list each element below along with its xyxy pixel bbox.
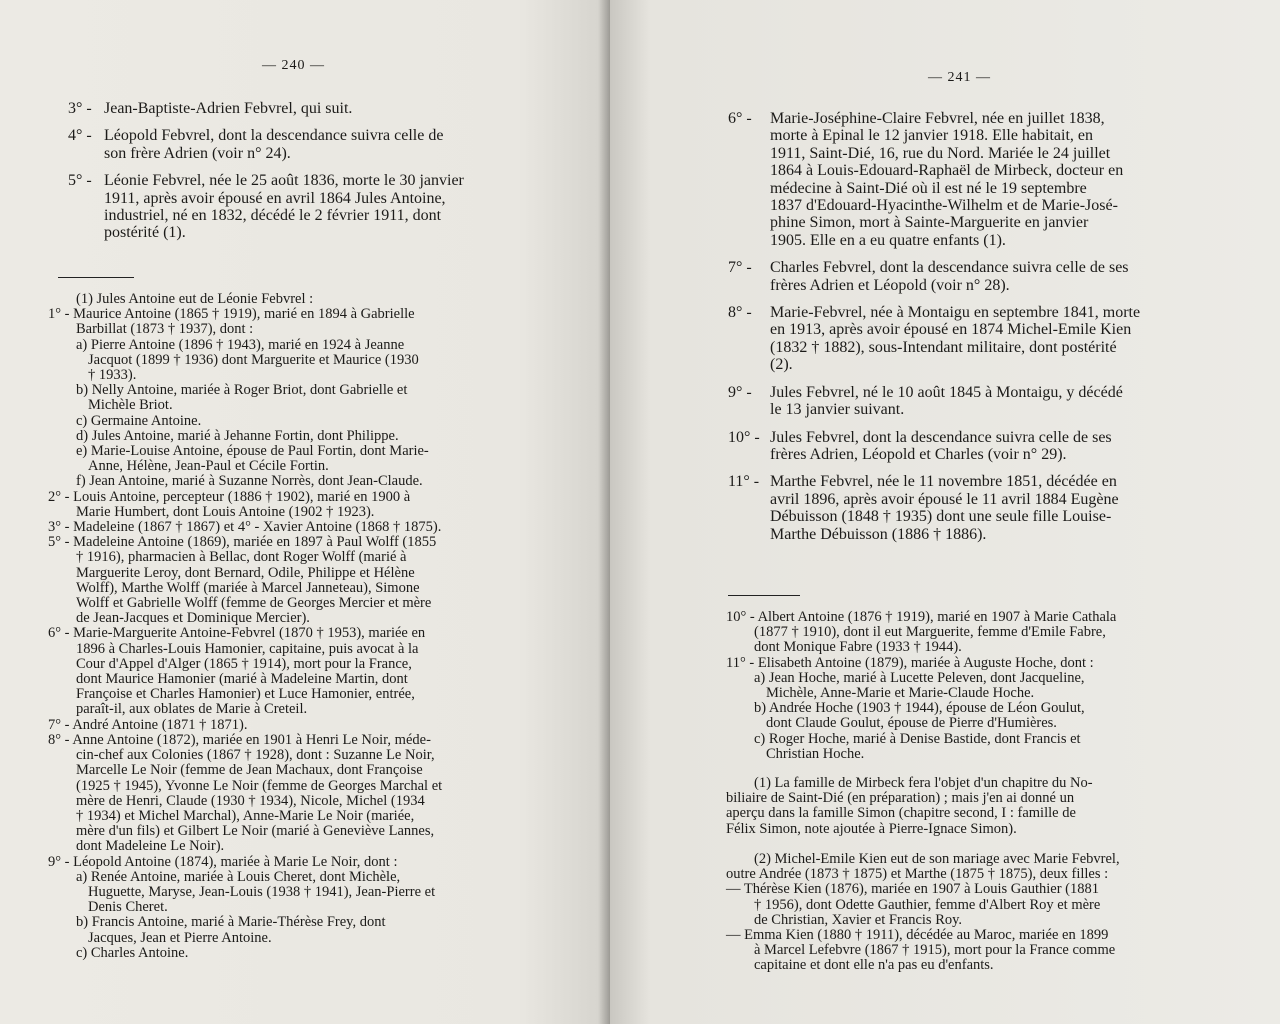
note-line: — Thérèse Kien (1876), mariée en 1907 à Louis Gauthier (1881: [726, 881, 1099, 898]
footnote-separator: [728, 595, 800, 596]
note-line: mère de Henri, Claude (1930 † 1934), Nicole, Michel (1934: [76, 792, 425, 809]
note-line: Marguerite Leroy, dont Bernard, Odile, Philippe et Hélène: [76, 564, 415, 581]
item-number: 6° -: [728, 110, 752, 127]
note-line: 6° - Marie-Marguerite Antoine-Febvrel (1870 † 1953), mariée en: [48, 625, 426, 642]
left-footnote: [48, 292, 534, 961]
note-line: de Christian, Xavier et Francis Roy.: [754, 911, 963, 928]
note-line: c) Charles Antoine.: [76, 944, 189, 961]
left-page: [0, 0, 610, 1024]
text-line: Charles Febvrel, dont la descendance suivra celle de ses: [770, 259, 1129, 277]
note-line: Barbillat (1873 † 1937), dont :: [76, 321, 254, 338]
note-line: 1° - Maurice Antoine (1865 † 1919), marié en 1894 à Gabrielle: [48, 306, 415, 323]
note-line: Françoise et Charles Hamonier) et Luce Hamonier, entrée,: [76, 686, 415, 703]
list-item: [68, 172, 532, 242]
note-line: a) Pierre Antoine (1896 † 1943), marié en 1924 à Jeanne: [76, 336, 405, 353]
text-line: 1905. Elle en a eu quatre enfants (1).: [770, 231, 1006, 249]
footnote-separator: [58, 277, 134, 278]
note-line: paraît-il, aux oblates de Marie à Creteil.: [76, 701, 308, 718]
right-page-number: — 241 —: [928, 70, 991, 85]
note-line: à Marcel Lefebvre (1867 † 1915), mort pour la France comme: [754, 942, 1116, 959]
note-line: Michèle Briot.: [88, 397, 173, 414]
text-line: frères Adrien et Léopold (voir n° 28).: [770, 276, 1010, 294]
item-text: [770, 429, 1198, 464]
text-line: Léonie Febvrel, née le 25 août 1836, morte le 30 janvier: [104, 172, 464, 190]
list-item: [68, 100, 532, 117]
note-line: — Emma Kien (1880 † 1911), décédée au Maroc, mariée en 1899: [726, 927, 1109, 944]
note-line: (1) Jules Antoine eut de Léonie Febvrel :: [76, 291, 314, 307]
note-line: † 1916), pharmacien à Bellac, dont Roger Wolff (marié à: [76, 549, 407, 566]
note-line: Wolff et Gabrielle Wolff (femme de Georges Mercier et mère: [76, 595, 432, 612]
note-line: b) Francis Antoine, marié à Marie-Thérèse Frey, dont: [76, 914, 386, 931]
note-line: outre Andrée (1873 † 1875) et Marthe (1875 † 1875), deux filles :: [726, 866, 1109, 883]
text-line: frères Adrien, Léopold et Charles (voir n° 29).: [770, 445, 1067, 463]
item-text: [770, 110, 1198, 249]
note-line: dont Claude Goulut, épouse de Pierre d'Humières.: [766, 715, 1057, 732]
note-line: 2° - Louis Antoine, percepteur (1886 † 1902), marié en 1900 à: [48, 488, 411, 505]
note-line: Huguette, Maryse, Jean-Louis (1938 † 1941), Jean-Pierre et: [88, 883, 436, 900]
right-footnote-1: [726, 776, 1206, 837]
item-text: [770, 304, 1198, 374]
left-page-number: — 240 —: [262, 58, 325, 73]
note-line: Félix Simon, note ajoutée à Pierre-Ignace Simon).: [726, 820, 1017, 837]
note-line: a) Jean Hoche, marié à Lucette Peleven, dont Jacqueline,: [754, 669, 1085, 686]
note-line: 10° - Albert Antoine (1876 † 1919), marié en 1907 à Marie Cathala: [726, 609, 1117, 625]
text-line: Jules Febvrel, dont la descendance suivra celle de ses: [770, 428, 1112, 446]
note-line: 1896 à Charles-Louis Hamonier, capitaine, puis avocat à la: [76, 640, 419, 657]
item-number: 5° -: [68, 172, 92, 190]
item-number: 4° -: [68, 127, 92, 145]
list-item: [728, 473, 1198, 543]
note-line: c) Roger Hoche, marié à Denise Bastide, dont Francis et: [754, 730, 1081, 747]
list-item: [728, 429, 1198, 464]
right-footnote-continued: [726, 610, 1206, 762]
list-item: [728, 304, 1198, 374]
text-line: (1832 † 1882), sous-Intendant militaire, dont postérité: [770, 338, 1117, 356]
item-text: [770, 259, 1198, 294]
note-line: 8° - Anne Antoine (1872), mariée en 1901 à Henri Le Noir, méde-: [48, 731, 431, 748]
note-line: d) Jules Antoine, marié à Jehanne Fortin, dont Philippe.: [76, 427, 399, 444]
text-line: son frère Adrien (voir n° 24).: [104, 144, 291, 162]
note-line: (1925 † 1945), Yvonne Le Noir (femme de Georges Marchal et: [76, 777, 443, 794]
note-line: capitaine et dont elle n'a pas eu d'enfants.: [754, 957, 994, 974]
item-number: 3° -: [68, 100, 92, 117]
text-line: industriel, né en 1832, décédé le 2 février 1911, dont: [104, 207, 442, 225]
note-line: Wolff), Marthe Wolff (mariée à Marcel Janneteau), Simone: [76, 579, 420, 596]
note-line: mère d'un fils) et Gilbert Le Noir (marié à Geneviève Lannes,: [76, 823, 435, 840]
item-text: [104, 100, 532, 117]
note-line: dont Madeleine Le Noir).: [76, 838, 225, 855]
note-line: dont Maurice Hamonier (marié à Madeleine Martin, dont: [76, 671, 408, 688]
note-line: 11° - Elisabeth Antoine (1879), mariée à Auguste Hoche, dont :: [726, 654, 1094, 671]
note-line: Jacquot (1899 † 1936) dont Marguerite et Maurice (1930: [88, 351, 419, 368]
text-line: en 1913, après avoir épousé en 1874 Michel-Emile Kien: [770, 321, 1132, 339]
text-line: phine Simon, mort à Sainte-Marguerite en janvier: [770, 214, 1089, 232]
item-number: 10° -: [728, 428, 760, 446]
note-line: (2) Michel-Emile Kien eut de son mariage avec Marie Febvrel,: [754, 851, 1120, 867]
note-line: biliaire de Saint-Dié (en préparation) ; mais j'en ai donné un: [726, 790, 1075, 807]
text-line: le 13 janvier suivant.: [770, 401, 905, 419]
text-line: 1911, Saint-Dié, 16, rue du Nord. Mariée le 24 juillet: [770, 144, 1111, 162]
text-line: Marie-Joséphine-Claire Febvrel, née en juillet 1838,: [770, 110, 1105, 127]
note-line: (1) La famille de Mirbeck fera l'objet d'un chapitre du No-: [754, 775, 1093, 791]
text-line: Marthe Débuisson (1886 † 1886).: [770, 525, 987, 543]
note-line: Christian Hoche.: [766, 745, 865, 762]
item-text: [104, 127, 532, 162]
note-line: Anne, Hélène, Jean-Paul et Cécile Fortin.: [88, 458, 329, 475]
note-line: † 1934) et Michel Marchal), Anne-Marie Le Noir (mariée,: [76, 807, 415, 824]
note-line: † 1933).: [88, 367, 137, 384]
note-line: e) Marie-Louise Antoine, épouse de Paul Fortin, dont Marie-: [76, 443, 429, 460]
note-line: 7° - André Antoine (1871 † 1871).: [48, 716, 248, 733]
item-number: 9° -: [728, 383, 752, 401]
item-number: 11° -: [728, 473, 760, 491]
note-line: dont Monique Fabre (1933 † 1944).: [754, 639, 962, 656]
list-item: [728, 110, 1198, 249]
text-line: morte à Epinal le 12 janvier 1918. Elle habitait, en: [770, 127, 1094, 145]
note-line: cin-chef aux Colonies (1867 † 1928), dont : Suzanne Le Noir,: [76, 747, 435, 764]
list-item: [728, 259, 1198, 294]
text-line: Marthe Febvrel, née le 11 novembre 1851, décédée en: [770, 473, 1117, 491]
text-line: Débuisson (1848 † 1935) dont une seule fille Louise-: [770, 508, 1112, 526]
note-line: Marcelle Le Noir (femme de Jean Machaux, dont Françoise: [76, 762, 423, 779]
item-text: [770, 384, 1198, 419]
item-text: [770, 473, 1198, 543]
note-line: c) Germaine Antoine.: [76, 412, 202, 429]
note-line: Marie Humbert, dont Louis Antoine (1902 † 1923).: [76, 503, 375, 520]
note-line: a) Renée Antoine, mariée à Louis Cheret, dont Michèle,: [76, 868, 401, 885]
note-line: 9° - Léopold Antoine (1874), mariée à Marie Le Noir, dont :: [48, 853, 398, 870]
left-main-items: [68, 100, 532, 252]
text-line: médecine à Saint-Dié où il est né le 19 septembre: [770, 179, 1087, 197]
text-line: Marie-Febvrel, née à Montaigu en septembre 1841, morte: [770, 304, 1141, 322]
note-line: † 1956), dont Odette Gauthier, femme d'Albert Roy et mère: [754, 896, 1101, 913]
list-item: [728, 384, 1198, 419]
text-line: 1837 d'Edouard-Hyacinthe-Wilhelm et de Marie-José-: [770, 197, 1118, 215]
note-line: f) Jean Antoine, marié à Suzanne Norrès, dont Jean-Claude.: [76, 473, 423, 490]
list-item: [68, 127, 532, 162]
note-line: b) Nelly Antoine, mariée à Roger Briot, dont Gabrielle et: [76, 382, 408, 399]
text-line: postérité (1).: [104, 224, 186, 242]
text-line: (2).: [770, 356, 793, 374]
note-line: b) Andrée Hoche (1903 † 1944), épouse de Léon Goulut,: [754, 700, 1085, 717]
text-line: Jean-Baptiste-Adrien Febvrel, qui suit.: [104, 100, 353, 117]
item-text: [104, 172, 532, 242]
right-page: [610, 0, 1280, 1024]
text-line: Jules Febvrel, né le 10 août 1845 à Montaigu, y décédé: [770, 383, 1123, 401]
note-line: (1877 † 1910), dont il eut Marguerite, femme d'Emile Fabre,: [754, 624, 1106, 641]
item-number: 7° -: [728, 259, 752, 277]
note-line: de Jean-Jacques et Dominique Mercier).: [76, 610, 310, 627]
right-main-items: [728, 110, 1198, 553]
item-number: 8° -: [728, 304, 752, 322]
note-line: Michèle, Anne-Marie et Marie-Claude Hoche.: [766, 685, 1035, 702]
text-line: Léopold Febvrel, dont la descendance suivra celle de: [104, 127, 444, 145]
text-line: 1864 à Louis-Edouard-Raphaël de Mirbeck, docteur en: [770, 162, 1124, 180]
note-line: 3° - Madeleine (1867 † 1867) et 4° - Xavier Antoine (1868 † 1875).: [48, 519, 442, 536]
text-line: avril 1896, après avoir épousé le 11 avril 1884 Eugène: [770, 490, 1119, 508]
note-line: Cour d'Appel d'Alger (1865 † 1914), mort pour la France,: [76, 655, 412, 672]
note-line: 5° - Madeleine Antoine (1869), mariée en 1897 à Paul Wolff (1855: [48, 534, 437, 551]
note-line: aperçu dans la famille Simon (chapitre second, I : famille de: [726, 805, 1076, 822]
text-line: 1911, après avoir épousé en avril 1864 Jules Antoine,: [104, 189, 446, 207]
note-line: Jacques, Jean et Pierre Antoine.: [88, 929, 272, 946]
note-line: Denis Cheret.: [88, 899, 168, 916]
right-footnote-2: [726, 852, 1206, 974]
